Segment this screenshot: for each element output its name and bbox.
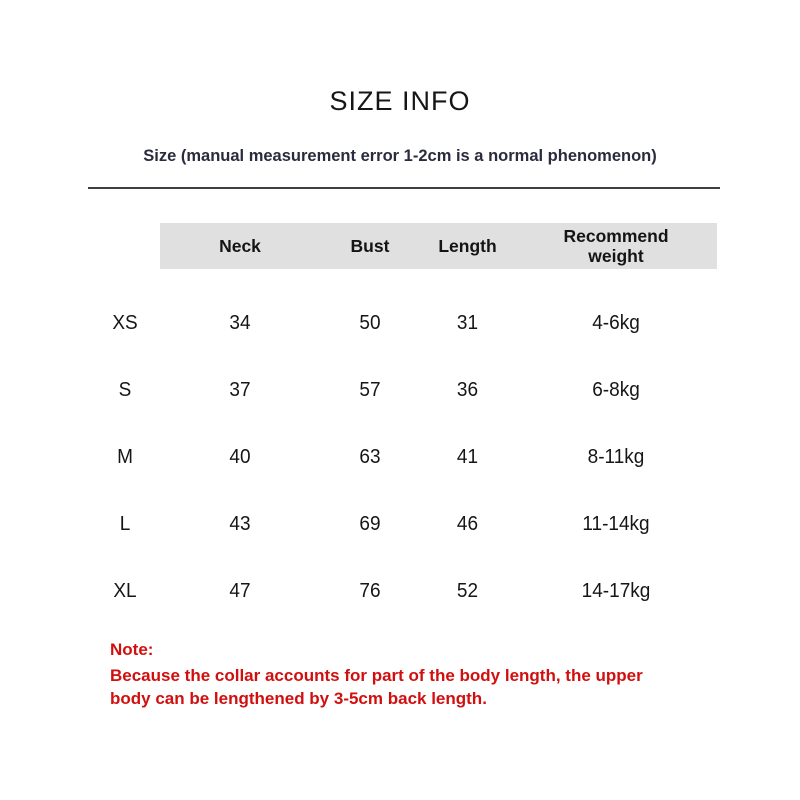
bust-value: 50	[359, 312, 381, 334]
neck-value: 37	[229, 379, 251, 401]
table-row-l	[90, 491, 717, 558]
weight-value: 14-17kg	[581, 580, 651, 602]
divider-line	[88, 187, 720, 189]
neck-value: 40	[229, 446, 251, 468]
length-value: 41	[456, 446, 479, 468]
bust-value: 57	[359, 379, 381, 401]
size-label: L	[119, 513, 131, 535]
page-title: SIZE INFO	[329, 86, 471, 116]
size-table	[90, 223, 717, 625]
table-row-m	[90, 424, 717, 491]
neck-value: 34	[229, 312, 251, 334]
neck-value: 43	[229, 513, 251, 535]
note-label: Note:	[110, 640, 154, 659]
weight-value: 8-11kg	[587, 446, 645, 468]
column-header-length: Length	[420, 223, 515, 269]
length-value: 31	[456, 312, 479, 334]
column-header-neck: Neck	[160, 223, 320, 269]
column-header-recommend-weight	[515, 223, 717, 269]
table-body	[90, 269, 717, 625]
table-header-row	[90, 223, 717, 269]
neck-value: 47	[229, 580, 251, 602]
size-label: XS	[112, 312, 138, 334]
length-value: 36	[456, 379, 479, 401]
bust-value: 76	[359, 580, 381, 602]
subtitle: Size (manual measurement error 1-2cm is a normal phenomenon)	[143, 147, 657, 165]
table-row-xs	[90, 290, 717, 357]
column-header-bust: Bust	[320, 223, 420, 269]
length-value: 46	[456, 513, 479, 535]
bust-value: 63	[359, 446, 381, 468]
bust-value: 69	[359, 513, 381, 535]
weight-value: 4-6kg	[592, 312, 640, 334]
size-label: XL	[113, 580, 137, 602]
weight-value: 6-8kg	[592, 379, 640, 401]
size-label: S	[118, 379, 132, 401]
note-section	[110, 639, 685, 710]
table-row-xl	[90, 558, 717, 625]
size-column-header-empty	[90, 223, 160, 269]
weight-value: 11-14kg	[582, 513, 650, 535]
length-value: 52	[456, 580, 479, 602]
size-label: M	[117, 446, 133, 468]
note-text: Because the collar accounts for part of the body length, the upper body can be lengthened by 3-5cm back length.	[110, 666, 643, 708]
column-header-recommend-weight-label: Recommend weight	[563, 225, 669, 266]
table-row-s	[90, 357, 717, 424]
